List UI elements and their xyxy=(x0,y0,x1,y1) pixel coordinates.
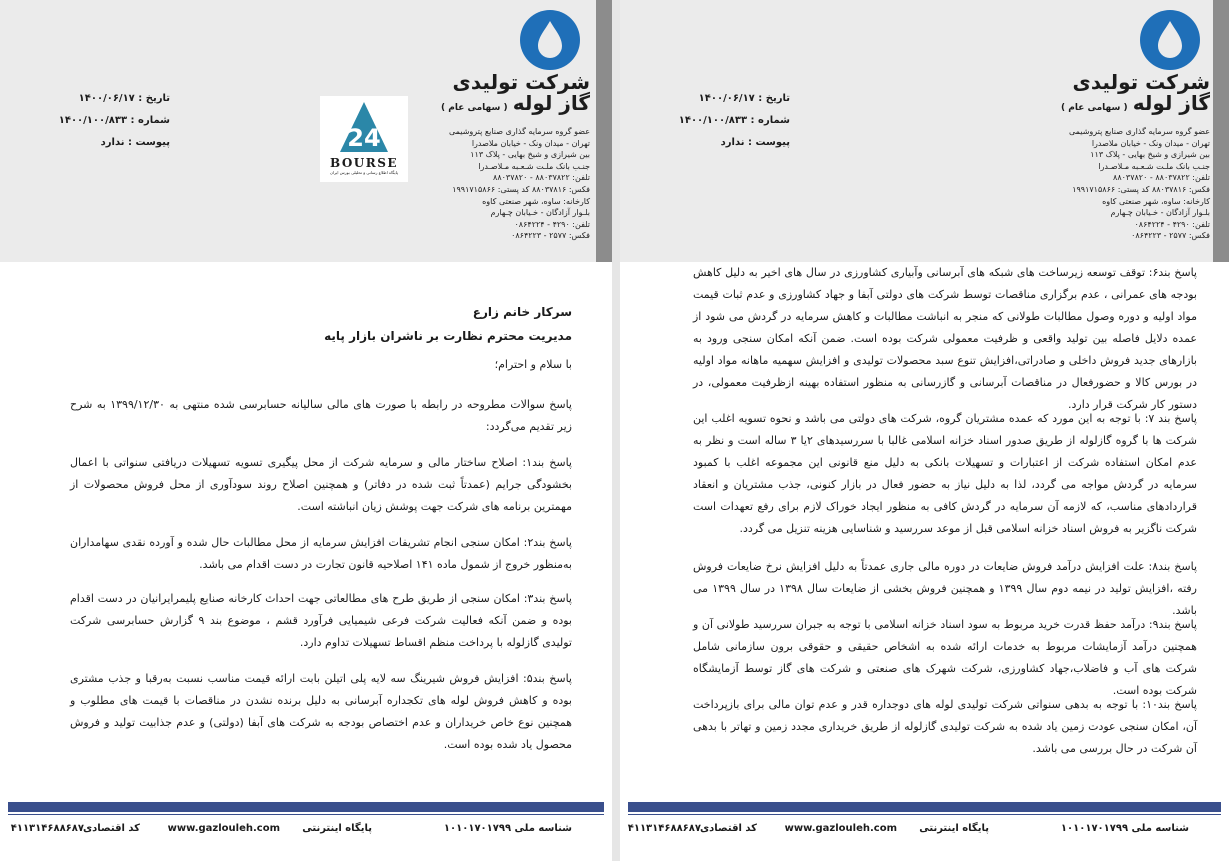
letter-number: شماره : ۱۴۰۰/۱۰۰/۸۳۳ xyxy=(58,115,170,126)
company-name-line2: گاز لوله xyxy=(1132,91,1210,115)
address-line: جنـب بانک ملـت شـعـبه مـلاصـدرا xyxy=(478,161,590,171)
address-line: تلفن: ۸۸۰۳۷۸۲۲ - ۸۸۰۳۷۸۲۰ xyxy=(1113,173,1210,183)
svg-text:24: 24 xyxy=(347,124,381,152)
national-id: شناسه ملی ۱۰۱۰۱۷۰۱۷۹۹ xyxy=(1060,823,1189,834)
company-logo-icon xyxy=(1138,8,1202,72)
company-name-line2: گاز لوله xyxy=(512,91,590,115)
economic-code-label: کد اقتصادی xyxy=(699,823,757,834)
company-name-line1: شرکت تولیدی xyxy=(452,70,590,94)
answer-paragraph: پاسخ بند۵: افزایش فروش شیرینگ سه لایه پلی اتیلن بابت ارائه قیمت مناسب نسبت به‌رقبا و جذب مشتری بوده و کاهش فروش لوله های تکجداره آبرسانی به دلیل برنده نشدن در مناقصات با قیمت های مطلوب و همچنین نوع خاص خریداران و عدم اختصاص بودجه به شرکت های آبفا (دولتی) و عدم جذابیت تولید و فروش محصول یاد شده بوده است. xyxy=(70,672,572,751)
letter-date: تاریخ : ۱۴۰۰/۰۶/۱۷ xyxy=(698,93,790,104)
bourse-watermark xyxy=(320,96,408,182)
letter-meta xyxy=(58,88,170,154)
address-line: بلـوار آزادگان - خـیابان چـهارم xyxy=(1110,208,1210,218)
answer-paragraph: پاسخ بند۹: درآمد حفظ قدرت خرید مربوط به سود اسناد خزانه اسلامی با توجه به جبران سررسید طولانی آن و همچنین درآمد آزمایشات مربوط به خدمات ارائه شده به اشخاص حقیقی و حقوقی برون سازمانی شامل شرکت های آب و فاضلاب،جهاد کشاورزی، شرکت شهرک های صنعتی و شرکت های گاز توسط آزمایشگاه شرکت بوده است. xyxy=(693,618,1197,697)
website-label: پایگاه اینترنتی xyxy=(919,823,989,834)
letter-number: شماره : ۱۴۰۰/۱۰۰/۸۳۳ xyxy=(678,115,790,126)
company-type: ( سهامی عام ) xyxy=(1060,103,1128,113)
company-name xyxy=(1060,72,1210,114)
address-line: فکس: ۸۸۰۳۷۸۱۶ کد پستی: ۱۹۹۱۷۱۵۸۶۶ xyxy=(1072,184,1210,194)
intro-paragraph: پاسخ سوالات مطروحه در رابطه با صورت های مالی سالیانه حسابرسی شده منتهی به ۱۳۹۹/۱۲/۳۰ به شرح زیر تقدیم می‌گردد: xyxy=(70,398,572,433)
letter-footer xyxy=(620,823,1229,841)
footer-band xyxy=(628,802,1221,812)
answer-paragraph: پاسخ بند۳: امکان سنجی از طریق طرح های مطالعاتی جهت احداث کارخانه صنایع پلیمرایرانیان در دست اقدام بوده و ضمن آنکه فعالیت شرکت فرعی شیمیایی فرآورد قشم ، موضوع بند ۹ گزارش حسابرسی شرکت تولیدی گازلوله با پرداخت منظم اقساط تسهیلات تداوم دارد. xyxy=(70,592,572,649)
page-gap xyxy=(612,0,620,861)
answer-paragraph: پاسخ بند۱۰: با توجه به بدهی سنواتی شرکت تولیدی لوله های دوجداره قدر و عدم توان مالی برای بازپرداخت آن، امکان سنجی عودت زمین یاد شده به شرکت تولیدی گازلوله از طریق خریداری مجدد زمین و تهاتر با بدهی آن شرکت در حال بررسی می باشد. xyxy=(693,698,1197,755)
address-line: تلفن: ۴۲۹۰ - ۰۸۶۴۲۲۴ xyxy=(1134,219,1210,229)
address-line: جنـب بانک ملـت شـعـبه مـلاصـدرا xyxy=(1098,161,1210,171)
economic-code-label: کد اقتصادی xyxy=(82,823,140,834)
answer-paragraph: پاسخ بند۸: علت افزایش درآمد فروش ضایعات در دوره مالی جاری عمدتاً به دلیل افزایش نرخ ضایعات فروش رفته ،افزایش تولید در نیمه دوم سال ۱۳۹۹ و همچنین فروش بخشی از ضایعات سال ۱۳۹۸ در سال ۱۳۹۹ می باشد. xyxy=(693,560,1197,617)
letter-meta xyxy=(678,88,790,154)
website-label: پایگاه اینترنتی xyxy=(302,823,372,834)
address-line: تهران - میدان ونک - خیابان ملاصدرا xyxy=(1091,138,1210,148)
address-line: فکس: ۲۵۷۷ - ۰۸۶۴۲۲۳ xyxy=(511,231,590,241)
website-url: www.gazlouleh.com xyxy=(167,823,280,834)
footer-rule xyxy=(8,814,604,815)
company-address xyxy=(1060,126,1210,242)
letter-footer xyxy=(0,823,612,841)
address-line: بین شیرازی و شیخ بهایی - پلاک ۱۱۳ xyxy=(1090,150,1210,160)
address-line: کارخانه: ساوه، شهر صنعتی کاوه xyxy=(1102,196,1210,206)
answer-paragraph: پاسخ بند ۷: با توجه به این مورد که عمده مشتریان گروه، شرکت های دولتی می باشد و نحوه تسویه اغلب این شرکت ها با گروه گازلوله از طریق صدور اسناد خزانه اسلامی غالبا با سررسیدهای ۲یا ۳ ساله است و نظر به عدم امکان استفاده شرکت از اعتبارات و تسهیلات بانکی به دلیل منع قانونی این مجموعه اغلب با کمبود سرمایه در گردش مواجه می گردد، لذا به دلیل نیاز به حضور فعال در بازار کنونی، جذب مشتریان و انعقاد قراردادهای مناسب، که لازمه آن سرمایه در گردش کافی به منظور ایجاد خوراک لازم برای رفع تعهدات است شرکت ناگزیر به فروش اسناد خزانه اسلامی قبل از موعد سررسید و شناسایی هزینه تنزیل می گردد. xyxy=(693,412,1197,535)
company-logo-icon xyxy=(518,8,582,72)
address-line: فکس: ۸۸۰۳۷۸۱۶ کد پستی: ۱۹۹۱۷۱۵۸۶۶ xyxy=(452,184,590,194)
footer-band xyxy=(8,802,604,812)
answer-paragraph: پاسخ بند۲: امکان سنجی انجام تشریفات افزایش سرمایه از محل مطالبات حال شده و آورده نقدی سهامداران به‌منظور خروج از شمول ماده ۱۴۱ اصلاحیه قانون تجارت در دست اقدام می باشد. xyxy=(70,536,572,571)
recipient-title: مدیریت محترم نظارت بر ناشران بازار پایه xyxy=(324,329,572,343)
economic-code: ۴۱۱۳۱۴۶۸۸۶۸۷ xyxy=(627,823,701,834)
letter-attachment: پیوست : ندارد xyxy=(720,137,790,148)
answer-paragraph: پاسخ بند۶: توقف توسعه زیرساخت های شبکه های آبرسانی وآبیاری کشاورزی در سال های اخیر به دلیل کاهش بودجه های عمرانی ، عدم برگزاری مناقصات توسط شرکت های دولتی آبفا و جهاد کشاورزی و عدم ثبات قیمت مواد اولیه و دوره وصول مطالبات طولانی که منجر به انباشت مطالبات و کاهش سرمایه در گردش می شود از عمده دلایل فاصله بین تولید واقعی و ظرفیت معمولی شرکت بوده است. ضمن آنکه امکان سنجی ورود به بازارهای جدید فروش داخلی و صادراتی،افزایش تنوع سبد محصولات تولیدی و افزایش سهمیه ماهانه مواد اولیه در بورس کالا و حضورفعال در مناقصات آبرسانی و گازرسانی به منظور استفاده بهینه ازظرفیت معمولی، در دستور کار شرکت قرار دارد. xyxy=(693,266,1197,411)
address-line: تهران - میدان ونک - خیابان ملاصدرا xyxy=(471,138,590,148)
company-name xyxy=(440,72,590,114)
address-line: کارخانه: ساوه، شهر صنعتی کاوه xyxy=(482,196,590,206)
recipient-name: سرکار خانم زارع xyxy=(472,305,572,319)
address-line: بین شیرازی و شیخ بهایی - پلاک ۱۱۳ xyxy=(470,150,590,160)
greeting: با سلام و احترام؛ xyxy=(494,358,572,371)
letter-attachment: پیوست : ندارد xyxy=(100,137,170,148)
recipient-block xyxy=(324,300,572,348)
address-line: تلفن: ۸۸۰۳۷۸۲۲ - ۸۸۰۳۷۸۲۰ xyxy=(493,173,590,183)
company-name-line1: شرکت تولیدی xyxy=(1072,70,1210,94)
company-type: ( سهامی عام ) xyxy=(440,103,508,113)
address-line: عضو گروه سرمایه گذاری صنایع پتروشیمی xyxy=(448,127,590,136)
company-address xyxy=(440,126,590,242)
bourse-subtitle: پایگاه اطلاع رسانی و تحلیلی بورس ایران xyxy=(330,170,398,175)
scan-edge xyxy=(596,0,612,262)
scan-edge xyxy=(1213,0,1229,262)
bourse-name: BOURSE xyxy=(329,156,399,170)
letter-page-2 xyxy=(620,0,1229,861)
address-line: عضو گروه سرمایه گذاری صنایع پتروشیمی xyxy=(1068,127,1210,136)
economic-code: ۴۱۱۳۱۴۶۸۸۶۸۷ xyxy=(10,823,84,834)
address-line: فکس: ۲۵۷۷ - ۰۸۶۴۲۲۳ xyxy=(1131,231,1210,241)
letter-date: تاریخ : ۱۴۰۰/۰۶/۱۷ xyxy=(78,93,170,104)
national-id: شناسه ملی ۱۰۱۰۱۷۰۱۷۹۹ xyxy=(443,823,572,834)
website-url: www.gazlouleh.com xyxy=(784,823,897,834)
answer-paragraph: پاسخ بند۱: اصلاح ساختار مالی و سرمایه شرکت از محل پیگیری تسویه تسهیلات دریافتی سنواتی با اعمال بخشودگی جرایم (عمدتاً ثبت شده در دفاتر) و همچنین اصلاح روند سودآوری از محل فروش محصولات از مهمترین برنامه های شرکت جهت پوشش زیان انباشته است. xyxy=(70,456,572,513)
letter-page-1 xyxy=(0,0,612,861)
bourse-logo-icon xyxy=(338,100,390,156)
address-line: بلـوار آزادگان - خـیابان چـهارم xyxy=(490,208,590,218)
footer-rule xyxy=(628,814,1221,815)
address-line: تلفن: ۴۲۹۰ - ۰۸۶۴۲۲۴ xyxy=(514,219,590,229)
